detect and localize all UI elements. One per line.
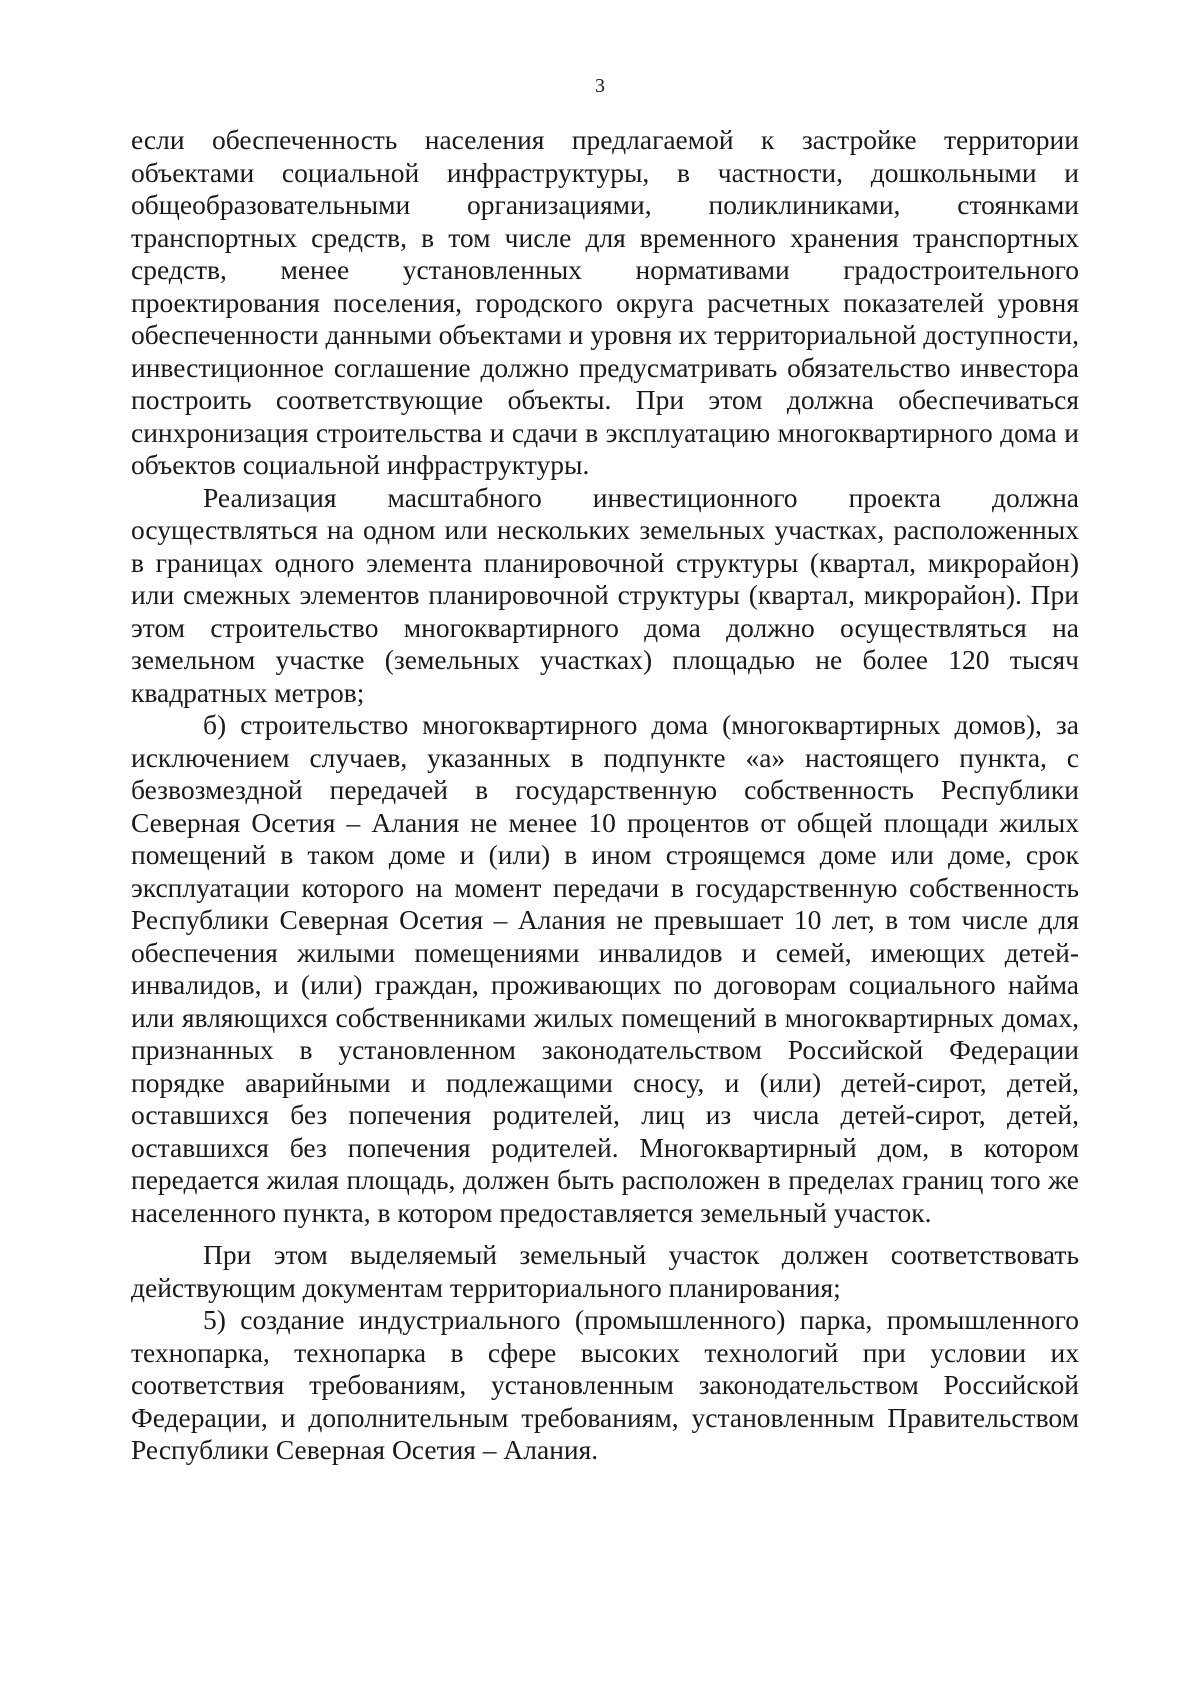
document-body <box>131 124 1079 1467</box>
paragraph-land-plot-requirements: При этом выделяемый земельный участок должен соответствовать действующим документам территориального планирования; <box>131 1239 1079 1303</box>
paragraph-item-5: 5) создание индустриального (промышленного) парка, промышленного технопарка, технопарка в сфере высоких технологий при условии их соответствия требованиям, установленным законодательством Российской Федерации, и дополнительным требованиям, установленным Правительством Республики Северная Осетия – Алания. <box>131 1304 1079 1465</box>
paragraph-subitem-b: б) строительство многоквартирного дома (многоквартирных домов), за исключением случаев, указанных в подпункте «а» настоящего пункта, с безвозмездной передачей в государственную собственность Республики Северная Осетия – Алания не менее 10 процентов от общей площади жилых помещений в таком доме и (или) в ином строящемся доме или доме, срок эксплуатации которого на момент передачи в государственную собственность Республики Северная Осетия – Алания не превышает 10 лет, в том числе для обеспечения жилыми помещениями инвалидов и семей, имеющих детей-инвалидов, и (или) граждан, проживающих по договорам социального найма или являющихся собственниками жилых помещений в многоквартирных домах, признанных в установленном законодательством Российской Федерации порядке аварийными и подлежащими сносу, и (или) детей-сирот, детей, оставшихся без попечения родителей, лиц из числа детей-сирот, детей, оставшихся без попечения родителей. Многоквартирный дом, в котором передается жилая площадь, должен быть расположен в пределах границ того же населенного пункта, в котором предоставляется земельный участок. <box>131 709 1079 1228</box>
page-number: 3 <box>595 75 605 97</box>
paragraph-infrastructure-condition: если обеспеченность населения предлагаемой к застройке территории объектами социальной инфраструктуры, в частности, дошкольными и общеобразовательными организациями, поликлиниками, стоянками транспортных средств, в том числе для временного хранения транспортных средств, менее установленных нормативами градостроительного проектирования поселения, городского округа расчетных показателей уровня обеспеченности данными объектами и уровня их территориальной доступности, инвестиционное соглашение должно предусматривать обязательство инвестора построить соответствующие объекты. При этом должна обеспечиваться синхронизация строительства и сдачи в эксплуатацию многоквартирного дома и объектов социальной инфраструктуры. <box>131 124 1079 480</box>
paragraph-project-implementation: Реализация масштабного инвестиционного проекта должна осуществляться на одном или нескольких земельных участках, расположенных в границах одного элемента планировочной структуры (квартал, микрорайон) или смежных элементов планировочной структуры (квартал, микрорайон). При этом строительство многоквартирного дома должно осуществляться на земельном участке (земельных участках) площадью не более 120 тысяч квадратных метров; <box>131 481 1079 708</box>
